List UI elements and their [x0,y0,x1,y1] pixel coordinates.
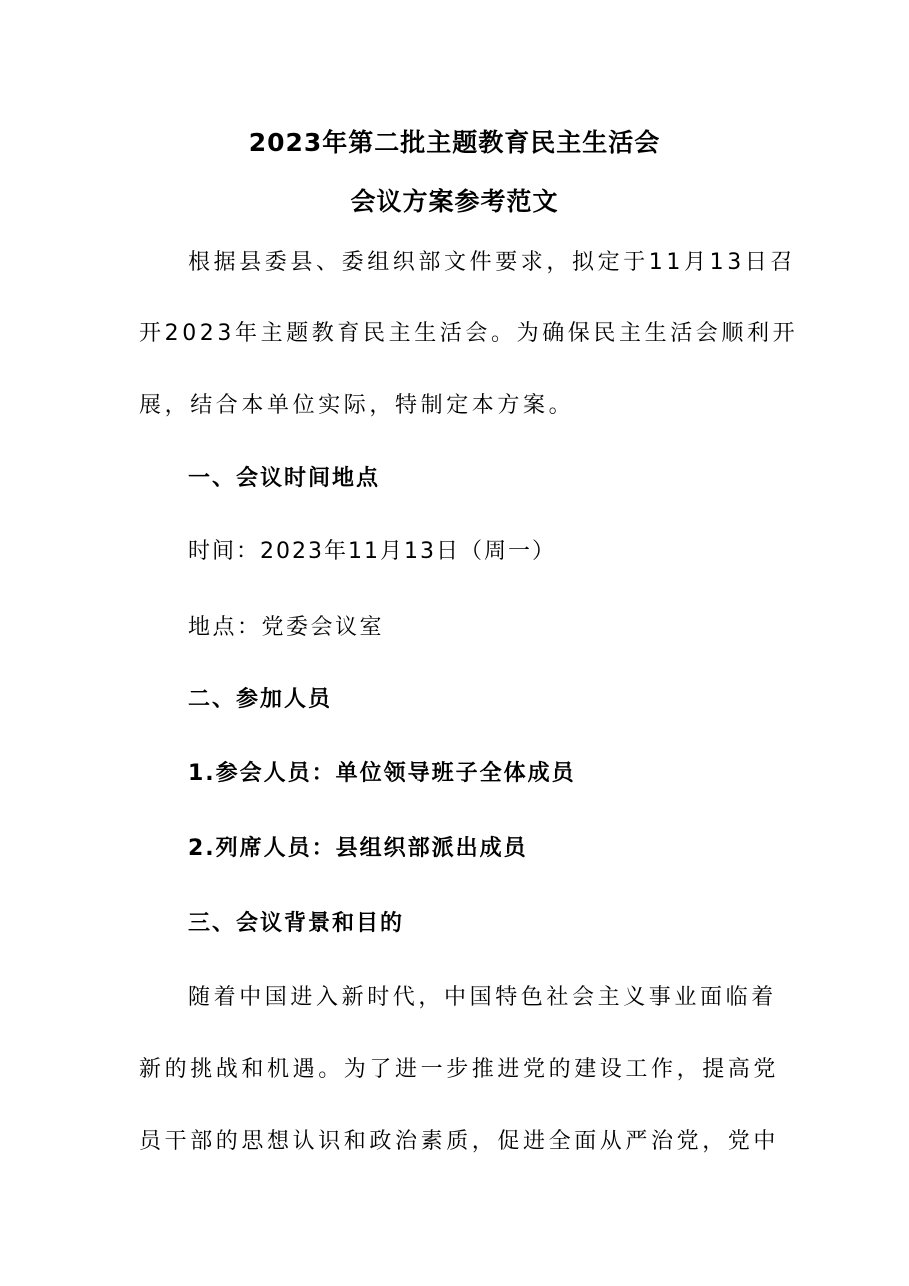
section-heading-attendees: 二、参加人员 [188,687,333,712]
intro-paragraph-line: 开2023年主题教育民主生活会。为确保民主生活会顺利开 [139,321,799,346]
document-title-line1: 2023年第二批主题教育民主生活会 [248,128,661,157]
background-paragraph-line: 新的挑战和机遇。为了进一步推进党的建设工作，提高党 [139,1057,780,1082]
attendee-item: 2.列席人员：县组织部派出成员 [188,836,528,861]
background-paragraph-line: 员干部的思想认识和政治素质，促进全面从严治党，党中 [139,1129,780,1154]
intro-paragraph-line: 根据县委县、委组织部文件要求，拟定于11月13日召 [188,250,796,275]
meeting-place: 地点：党委会议室 [188,615,385,640]
attendee-item: 1.参会人员：单位领导班子全体成员 [188,761,576,786]
document-title-line2: 会议方案参考范文 [350,187,559,216]
meeting-time: 时间：2023年11月13日（周一） [188,539,556,564]
section-heading-background: 三、会议背景和目的 [188,911,405,936]
background-paragraph-line: 随着中国进入新时代，中国特色社会主义事业面临着 [188,985,777,1010]
section-heading-time-place: 一、会议时间地点 [188,466,381,491]
intro-paragraph-line: 展，结合本单位实际，特制定本方案。 [139,393,575,418]
